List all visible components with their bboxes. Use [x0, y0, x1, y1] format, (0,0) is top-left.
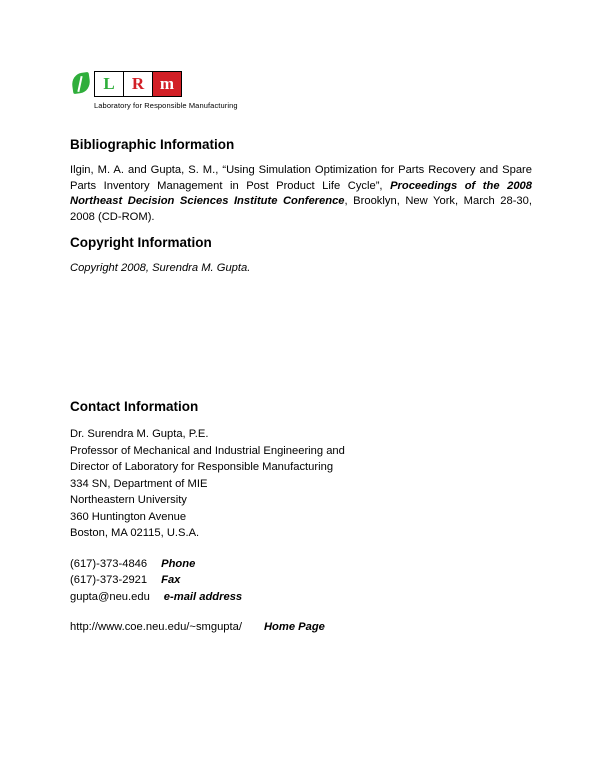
address-line: Northeastern University — [70, 494, 187, 506]
phone-value: (617)-373-4846 — [70, 557, 148, 570]
contact-heading: Contact Information — [70, 399, 199, 414]
address-line: Dr. Surendra M. Gupta, P.E. — [70, 428, 209, 440]
bibliographic-text-part2: , Brooklyn, New York, March 28-30, 2008 (CD-ROM). — [70, 195, 532, 223]
fax-label: Fax — [161, 574, 181, 586]
bibliographic-text — [70, 163, 532, 225]
logo-letter-group — [94, 71, 182, 97]
logo-row — [70, 70, 330, 98]
logo-letter-r: R — [124, 72, 153, 96]
contact-address — [70, 426, 532, 542]
leaf-icon — [70, 72, 92, 96]
homepage-row — [70, 619, 532, 636]
logo-letter-l: L — [95, 72, 124, 96]
bibliographic-proceedings: Proceedings of the 2008 Northeast Decision Sciences Institute Conference — [70, 179, 532, 207]
email-row — [70, 589, 532, 606]
phone-row — [70, 556, 532, 573]
contact-channels — [70, 556, 532, 606]
homepage-url[interactable]: http://www.coe.neu.edu/~smgupta/ — [70, 621, 242, 633]
logo-letter-m: m — [153, 72, 181, 96]
email-label: e-mail address — [163, 590, 243, 603]
contact-details — [70, 426, 532, 636]
fax-row — [70, 572, 532, 589]
address-line: Boston, MA 02115, U.S.A. — [70, 527, 200, 539]
copyright-text: Copyright 2008, Surendra M. Gupta. — [70, 262, 251, 274]
logo-caption: Laboratory for Responsible Manufacturing — [94, 101, 238, 110]
fax-value: (617)-373-2921 — [70, 574, 148, 586]
copyright-heading: Copyright Information — [70, 235, 212, 250]
bibliographic-heading: Bibliographic Information — [70, 137, 235, 152]
phone-label: Phone — [161, 557, 196, 570]
bibliographic-text-part1: Ilgin, M. A. and Gupta, S. M., “Using Simulation Optimization for Parts Recovery and Spare Parts Inventory Management in Post Product Life Cycle”, — [70, 164, 532, 192]
lrm-logo — [70, 70, 330, 110]
homepage-label: Home Page — [263, 621, 325, 633]
address-line: Director of Laboratory for Responsible Manufacturing — [70, 461, 334, 473]
address-line: 334 SN, Department of MIE — [70, 477, 208, 490]
address-line: Professor of Mechanical and Industrial Engineering and — [70, 444, 345, 457]
address-line: 360 Huntington Avenue — [70, 510, 187, 523]
email-value[interactable]: gupta@neu.edu — [70, 590, 150, 603]
